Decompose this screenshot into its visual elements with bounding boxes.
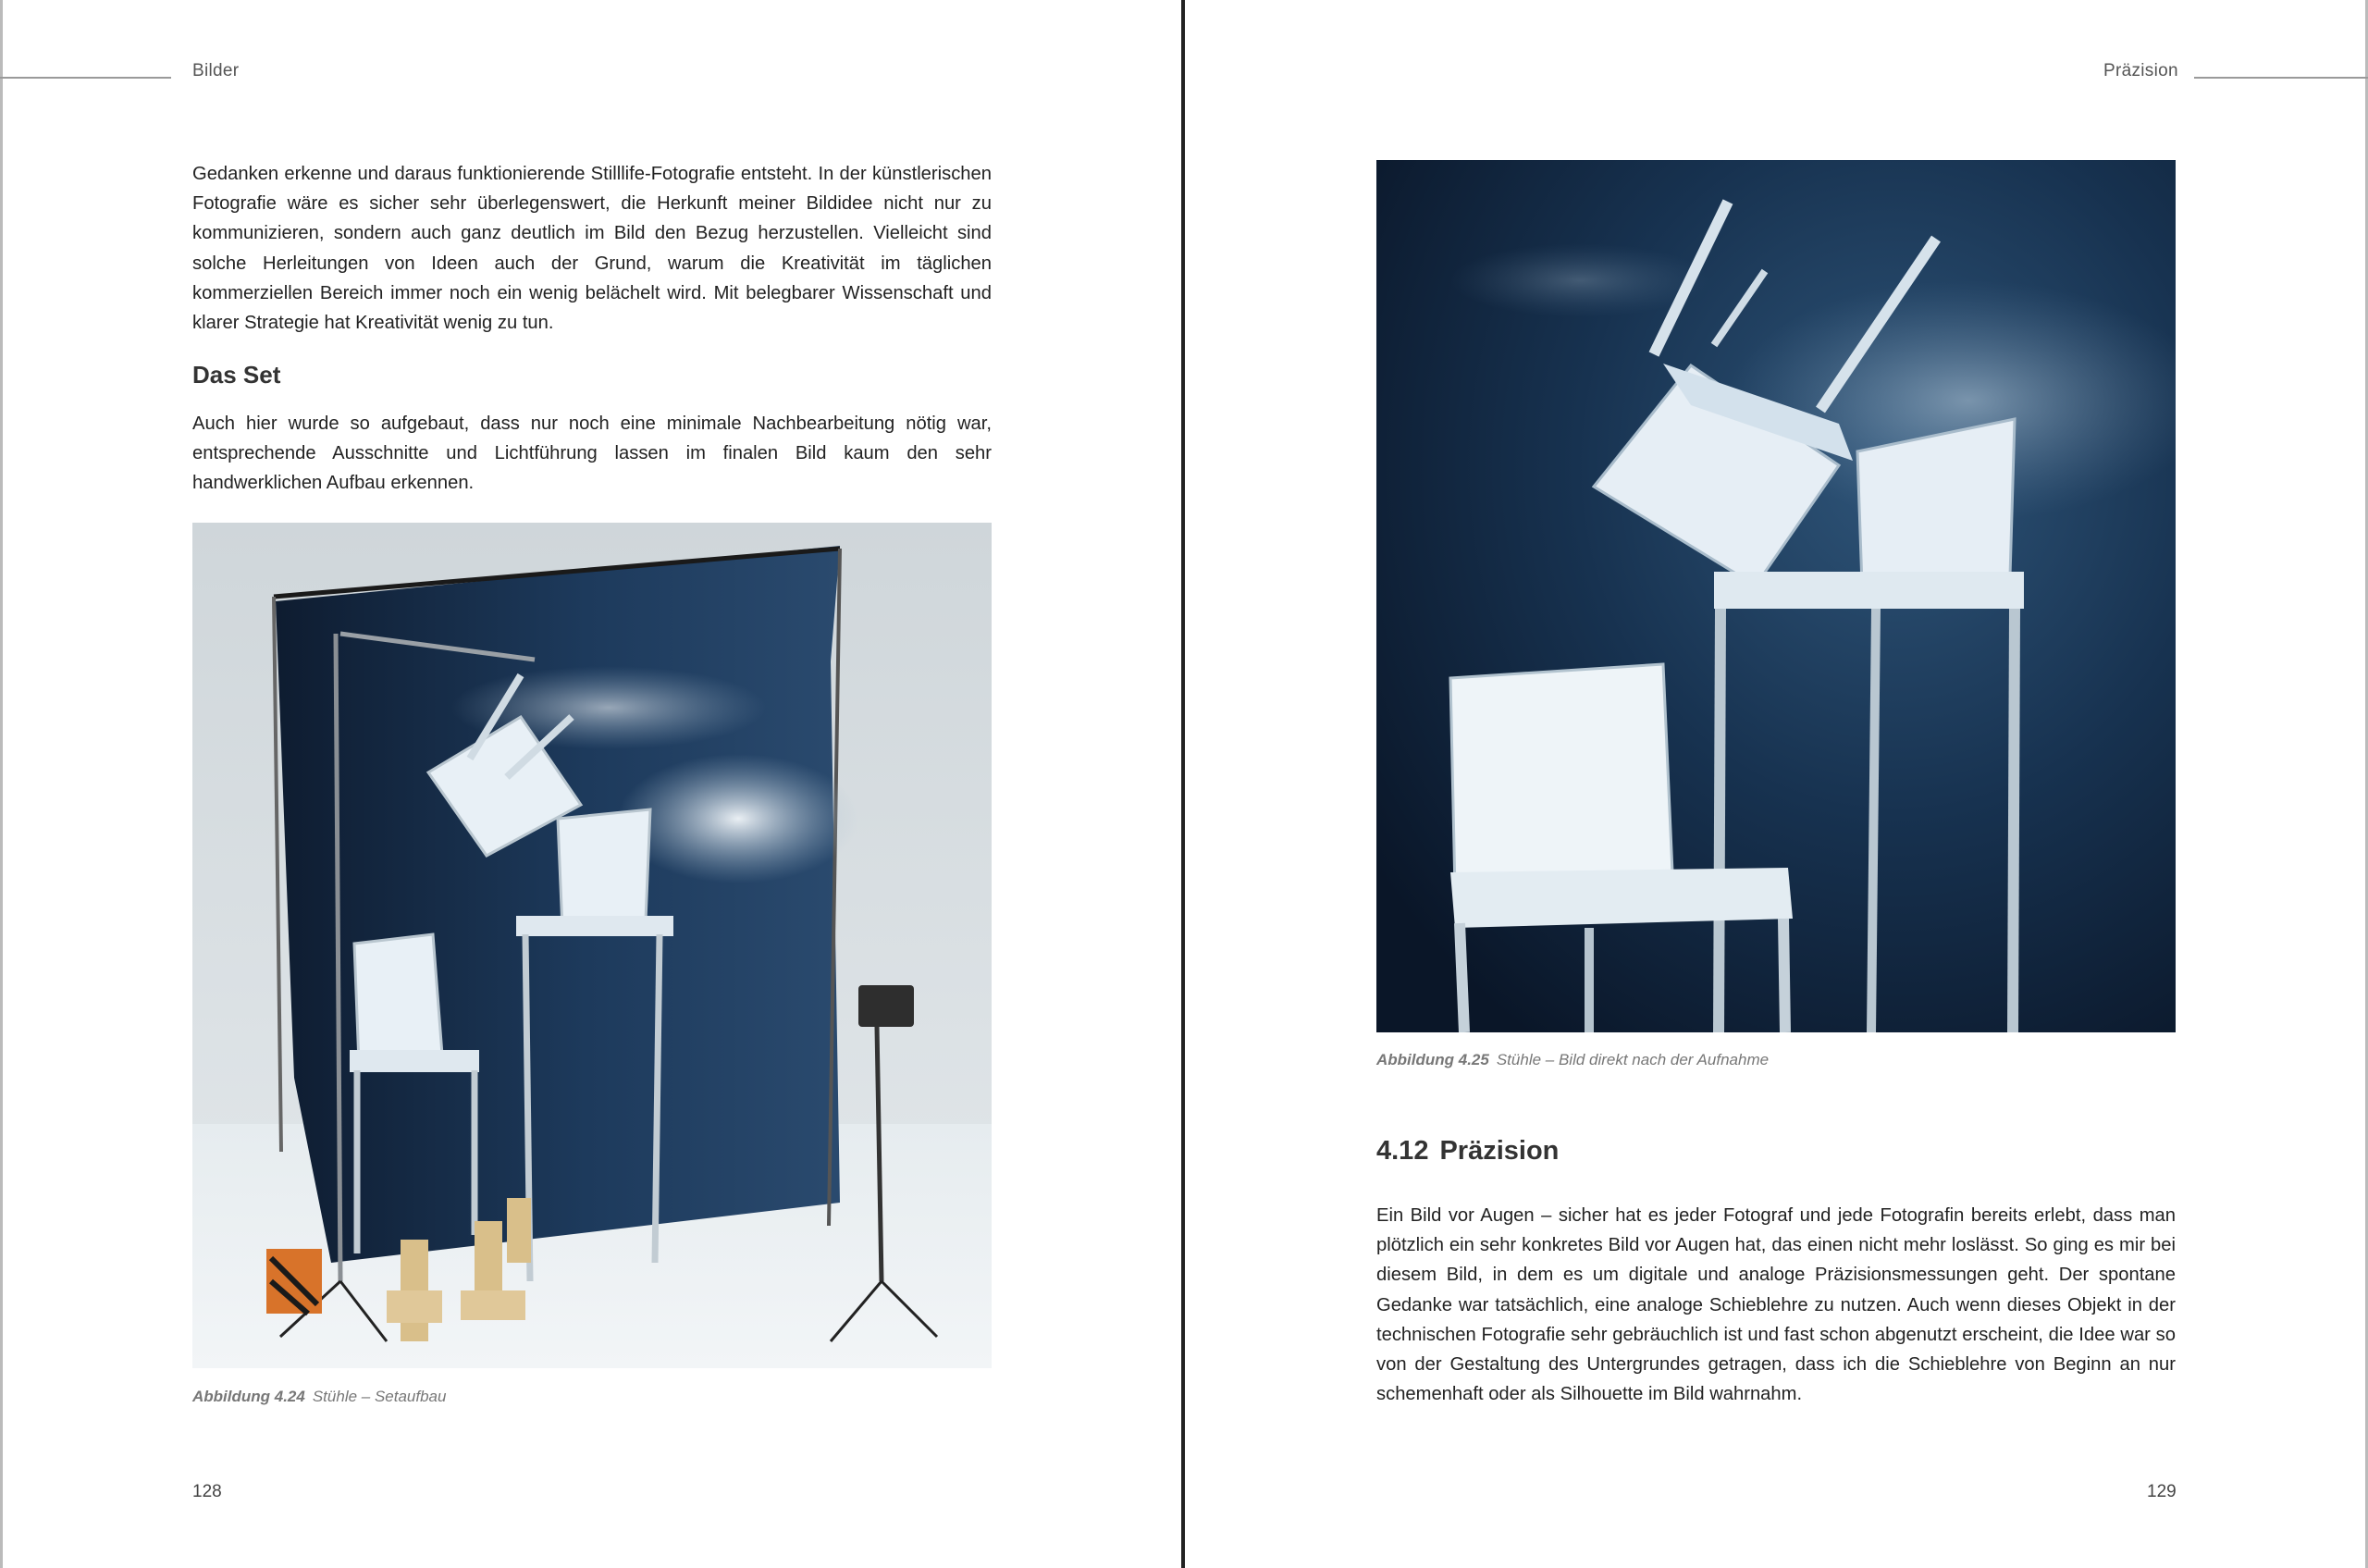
right-page bbox=[1185, 0, 2368, 1568]
figure-set-photo bbox=[192, 523, 992, 1368]
caption-text: Stühle – Setaufbau bbox=[312, 1388, 447, 1405]
intro-paragraph: Gedanken erkenne und daraus funktionierende Stilllife-Fotografie entsteht. In der künstlerischen Fotografie wäre es sicher sehr überlegenswert, die Herkunft meiner Bildidee nicht nur zu kommunizieren, sondern auch ganz deutlich im Bild den Bezug herzustellen. Vielleicht sind solche Herleitungen von Ideen auch der Grund, warum die Kreativität im täglichen kommerziellen Bereich immer noch ein wenig belächelt wird. Mit belegbarer Wissenschaft und klarer Strategie hat Kreativität wenig zu tun. bbox=[192, 164, 992, 334]
page-number-right: 129 bbox=[2147, 1482, 2177, 1501]
page-number-left: 128 bbox=[192, 1482, 222, 1501]
figure-chairs-photo bbox=[1376, 160, 2176, 1032]
figure-caption-4-24 bbox=[192, 1388, 446, 1406]
left-page bbox=[0, 0, 1181, 1568]
set-paragraph: Auch hier wurde so aufgebaut, dass nur noch eine minimale Nachbearbeitung nötig war, entsprechende Ausschnitte und Lichtführung lassen im finalen Bild kaum den sehr handwerklichen Aufbau erkennen. bbox=[192, 414, 992, 494]
running-head-right: Präzision bbox=[2103, 61, 2178, 80]
section-paragraph: Ein Bild vor Augen – sicher hat es jeder Fotograf und jede Fotografin bereits erlebt, dass man plötzlich ein sehr konkretes Bild vor Augen hat, das einen nicht mehr loslässt. So ging es mir bei diesem Bild, in dem es um digitale und analoge Präzisionsmessungen geht. Der spontane Gedanke war tatsächlich, eine analoge Schieblehre zu nutzen. Auch wenn dieses Objekt in der technischen Fotografie sehr gebräuchlich ist und fast schon abgenutzt erscheint, die Idee war so von der Gestaltung des Untergrundes getragen, dass ich die Schieblehre von Beginn an nur schemenhaft oder als Silhouette im Bild wahrnahm. bbox=[1376, 1205, 2176, 1405]
chairs-photo-image bbox=[1376, 160, 2176, 1032]
running-head-rule-left bbox=[0, 77, 171, 79]
caption-label: Abbildung 4.24 bbox=[192, 1388, 305, 1405]
set-photo-image bbox=[192, 523, 992, 1368]
section-heading bbox=[1376, 1136, 1559, 1167]
caption-label: Abbildung 4.25 bbox=[1376, 1051, 1489, 1068]
caption-text: Stühle – Bild direkt nach der Aufnahme bbox=[1496, 1051, 1770, 1068]
section-number: 4.12 bbox=[1376, 1136, 1429, 1166]
running-head-left: Bilder bbox=[192, 61, 240, 80]
section-title: Präzision bbox=[1439, 1136, 1560, 1166]
figure-caption-4-25 bbox=[1376, 1051, 1769, 1069]
running-head-rule-right bbox=[2194, 77, 2368, 79]
subheading-das-set: Das Set bbox=[192, 361, 281, 389]
